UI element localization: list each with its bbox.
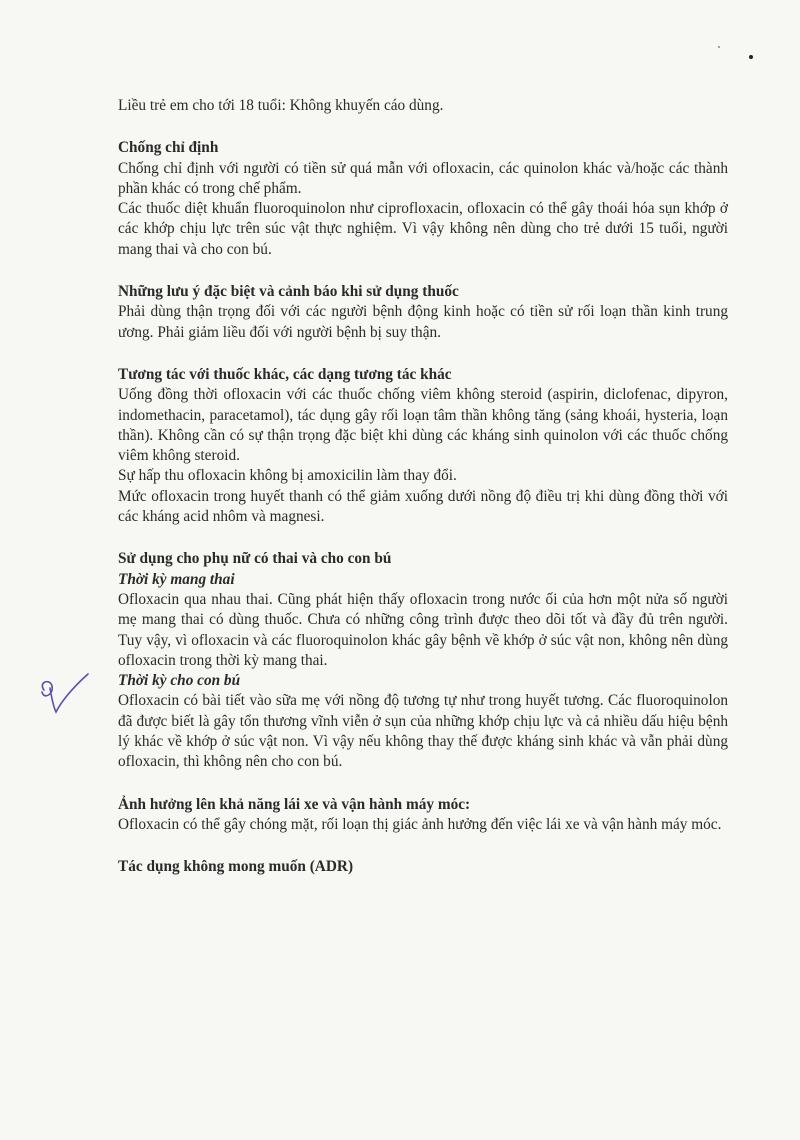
scan-dot	[749, 55, 753, 59]
section-paragraph: Ofloxacin qua nhau thai. Cũng phát hiện thấy ofloxacin trong nước ối của hơn một nửa số người mẹ mang thai có dùng thuốc. Chưa có những công trình được theo dõi tốt và đầy đủ trên người. Tuy vậy, vì ofloxacin và các fluoroquinolon khác gây bệnh về khớp ở súc vật non, không nên dùng ofloxacin trong thời kỳ mang thai.	[118, 590, 728, 669]
handwritten-initial	[30, 660, 110, 720]
subsection-heading-pregnancy: Thời kỳ mang thai	[118, 570, 235, 588]
section-heading-interactions: Tương tác với thuốc khác, các dạng tương tác khác	[118, 365, 452, 383]
intro-line: Liều trẻ em cho tới 18 tuổi: Không khuyến cáo dùng.	[118, 97, 444, 114]
section-heading-contraindications: Chống chỉ định	[118, 139, 219, 157]
section-heading-driving: Ảnh hưởng lên khả năng lái xe và vận hành máy móc:	[118, 795, 471, 813]
section-paragraph: Phải dùng thận trọng đối với các người bệnh động kinh hoặc có tiền sử rối loạn thần kinh trung ương. Phải giảm liều đối với người bệnh bị suy thận.	[118, 303, 728, 341]
section-paragraph: Uống đồng thời ofloxacin với các thuốc chống viêm không steroid (aspirin, diclofenac, dipyron, indomethacin, paracetamol), tác dụng gây rối loạn tâm thần không tăng (sảng khoái, hysteria, loạn thần). Không cần có sự thận trọng đặc biệt khi dùng các kháng sinh quinolon với các thuốc chống viêm không steroid.	[118, 386, 728, 465]
scan-speck	[718, 46, 720, 48]
section-heading-pregnancy: Sử dụng cho phụ nữ có thai và cho con bú	[118, 550, 392, 568]
section-paragraph: Chống chỉ định với người có tiền sử quá mẫn với ofloxacin, các quinolon khác và/hoặc các thành phần khác có trong chế phẩm.	[118, 159, 728, 197]
section-paragraph: Các thuốc diệt khuẩn fluoroquinolon như ciprofloxacin, ofloxacin có thể gây thoái hóa sụn khớp ở các khớp chịu lực trên súc vật thực nghiệm. Vì vậy không nên dùng cho trẻ dưới 15 tuổi, người mang thai và cho con bú.	[118, 200, 728, 258]
section-paragraph: Mức ofloxacin trong huyết thanh có thể giảm xuống dưới nồng độ điều trị khi dùng đồng thời với các kháng acid nhôm và magnesi.	[118, 487, 728, 526]
section-heading-adverse-effects: Tác dụng không mong muốn (ADR)	[118, 858, 354, 876]
section-paragraph: Ofloxacin có bài tiết vào sữa mẹ với nồng độ tương tự như trong huyết tương. Các fluoroquinolon đã được biết là gây tổn thương vĩnh viễn ở sụn của những khớp chịu lực và cả nhiều dấu hiệu bệnh lý khác về khớp ở súc vật non. Vì vậy nếu không thay thế được kháng sinh khác và vẫn phải dùng ofloxacin, thì không nên cho con bú.	[118, 692, 728, 771]
section-paragraph: Sự hấp thu ofloxacin không bị amoxicilin làm thay đổi.	[118, 467, 457, 485]
document-body	[118, 96, 728, 878]
section-paragraph: Ofloxacin có thể gây chóng mặt, rối loạn thị giác ảnh hưởng đến việc lái xe và vận hành máy móc.	[118, 815, 722, 833]
section-heading-warnings: Những lưu ý đặc biệt và cảnh báo khi sử dụng thuốc	[118, 283, 459, 301]
subsection-heading-breastfeeding: Thời kỳ cho con bú	[118, 672, 241, 690]
